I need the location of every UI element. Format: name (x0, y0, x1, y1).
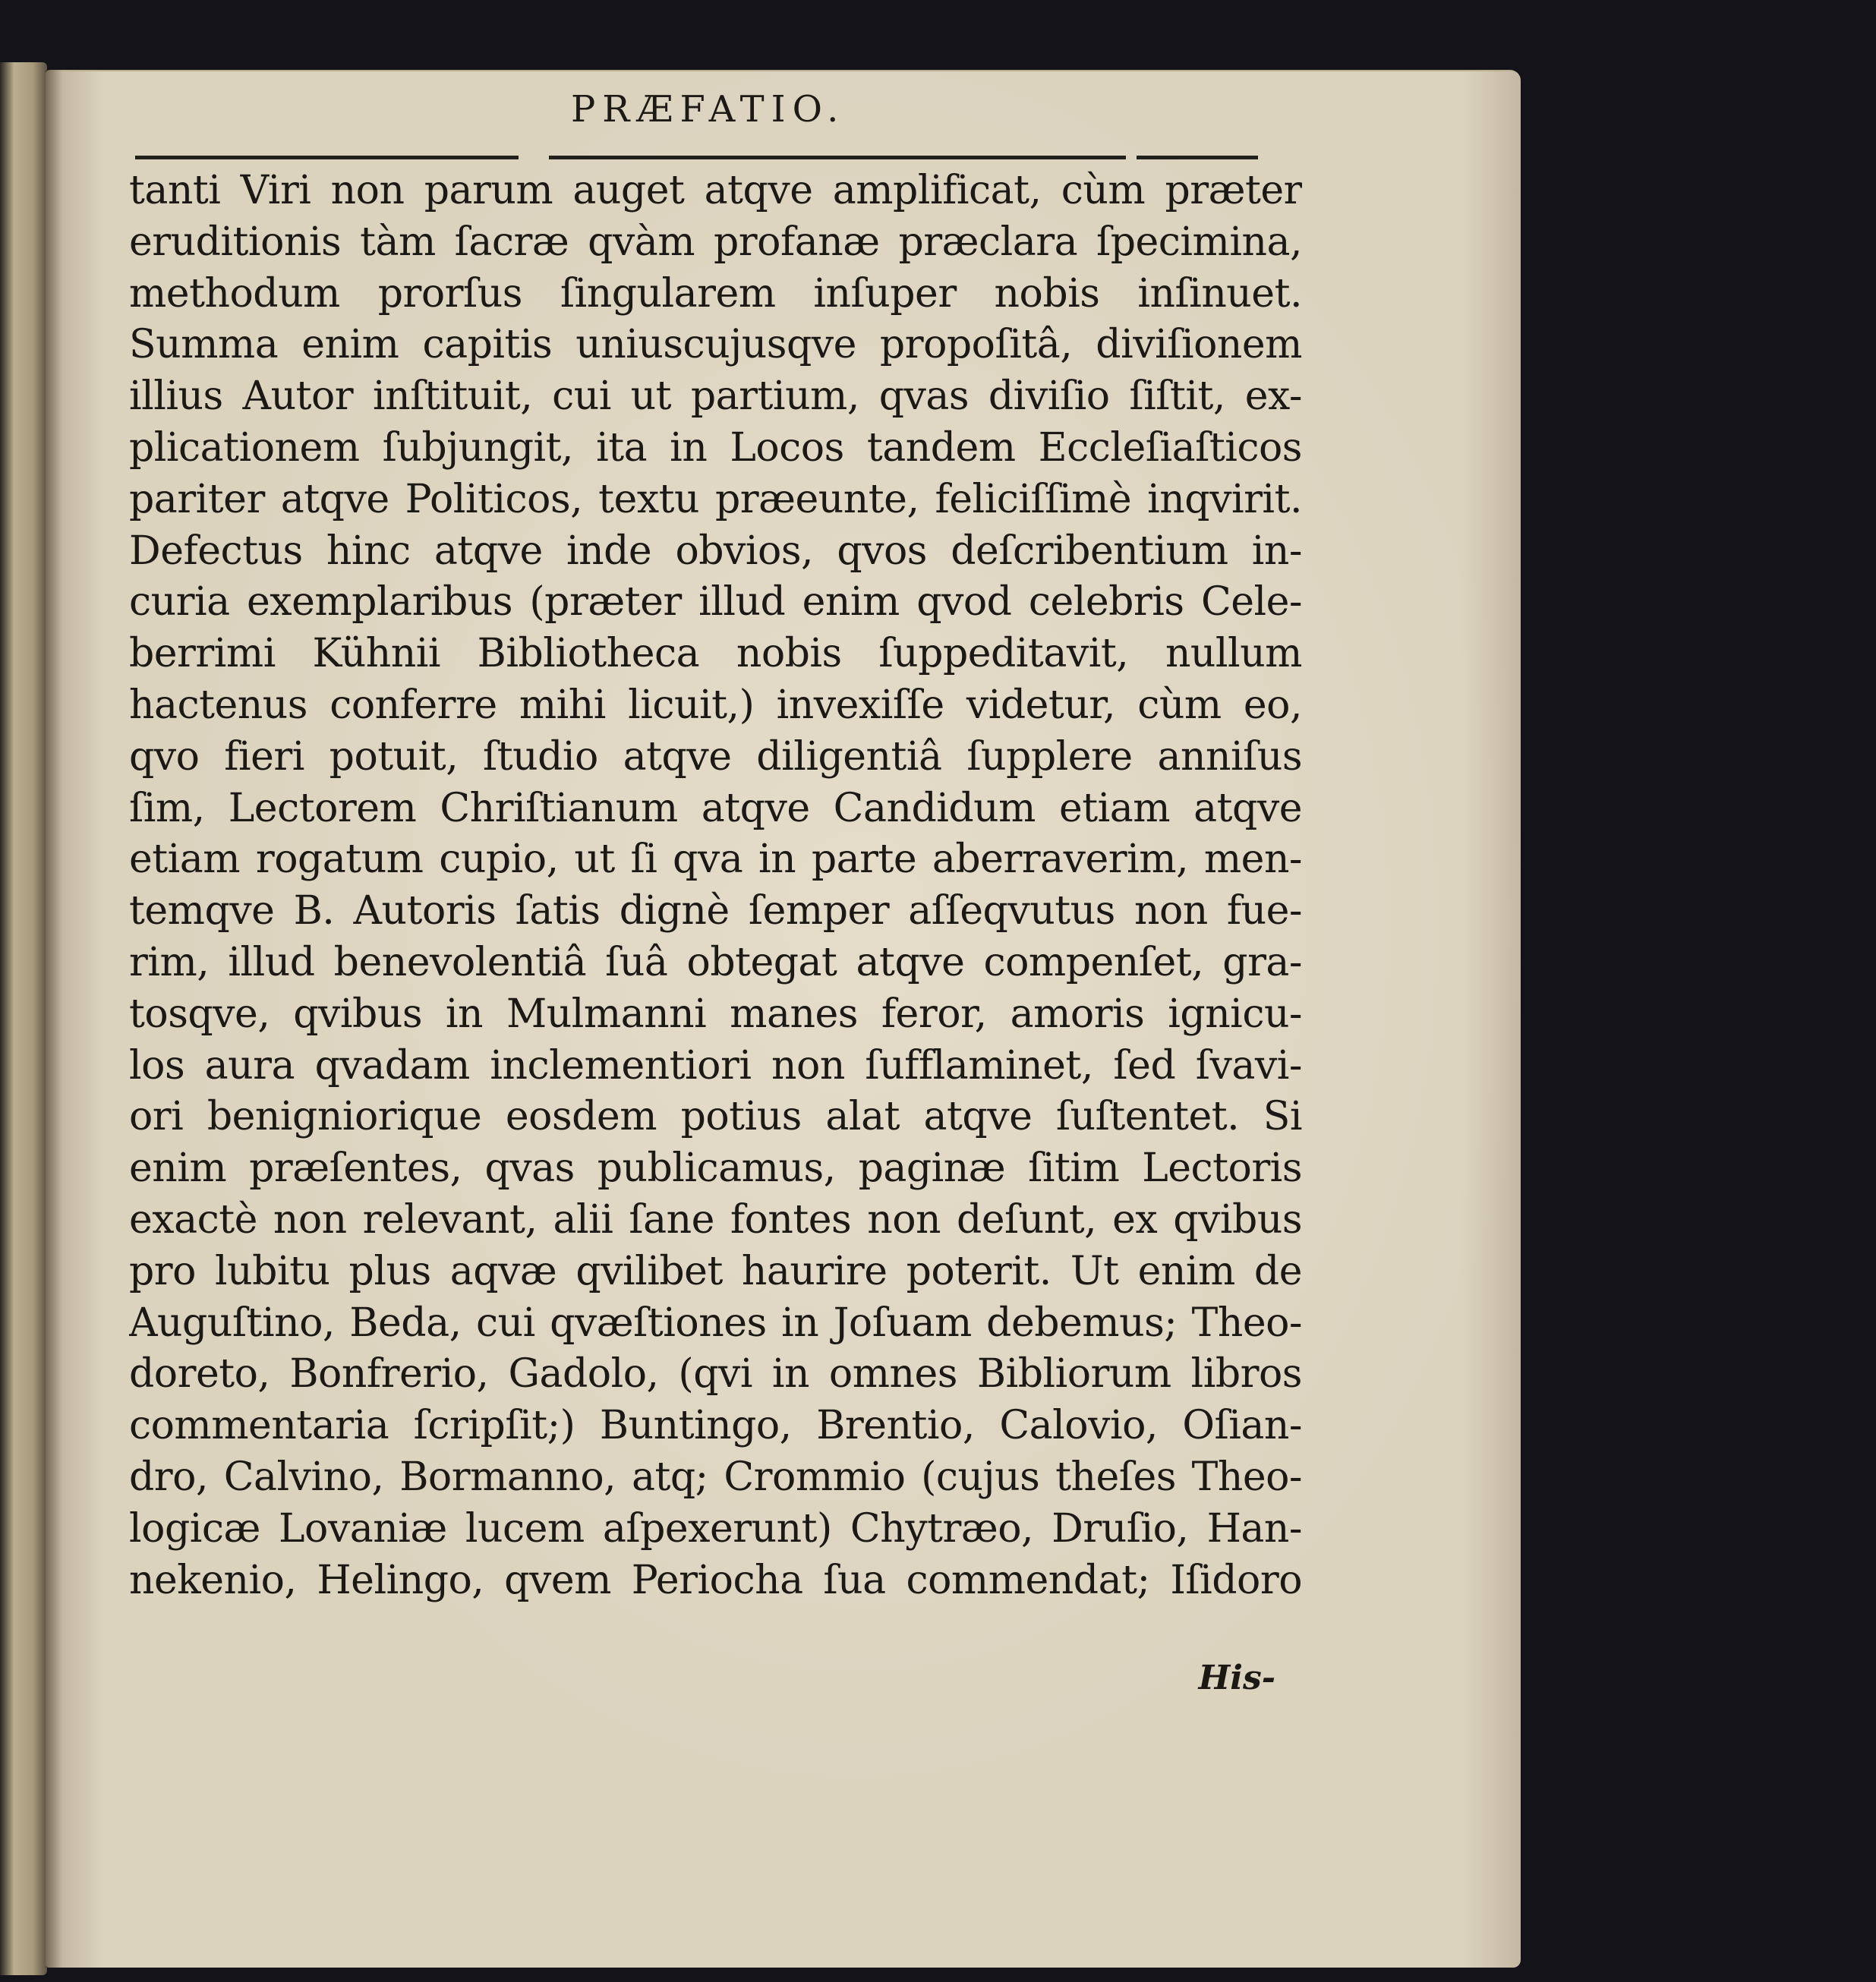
head-rule-middle (549, 156, 1126, 159)
text-line: hactenus conferre mihi licuit,) invexiſſe videtur, cùm eo, (129, 682, 1302, 728)
text-line: berrimi Kühnii Bibliotheca nobis ſuppeditavit, nullum (129, 631, 1302, 677)
text-line: tanti Viri non parum auget atqve amplificat, cùm præter (129, 168, 1302, 213)
text-line: Auguſtino, Beda, cui qvæſtiones in Joſuam debemus; Theo- (129, 1300, 1302, 1346)
text-line: ſim, Lectorem Chriſtianum atqve Candidum etiam atqve (129, 785, 1302, 831)
text-line: los aura qvadam inclementiori non ſufflaminet, ſed ſvavi- (129, 1042, 1302, 1089)
text-line: illius Autor inſtituit, cui ut partium, qvas diviſio ſiſtit, ex- (129, 373, 1302, 420)
text-line: Defectus hinc atqve inde obvios, qvos deſcribentium in- (129, 528, 1302, 574)
text-line: pariter atqve Politicos, textu præeunte, feliciſſimè inqvirit. (129, 476, 1302, 522)
text-line: curia exemplaribus (præter illud enim qvod celebris Cele- (129, 579, 1302, 625)
text-line: Summa enim capitis uniuscujusqve propoſitâ, diviſionem (129, 322, 1302, 368)
text-line: rim, illud benevolentiâ ſuâ obtegat atqve compenſet, gra- (129, 939, 1302, 985)
text-line: etiam rogatum cupio, ut ſi qva in parte aberraverim, men- (129, 837, 1302, 883)
text-line: nekenio, Helingo, qvem Periocha ſua commendat; Iſidoro (129, 1557, 1302, 1603)
text-line: plicationem ſubjungit, ita in Locos tandem Eccleſiaſticos (129, 424, 1302, 471)
running-head: PRÆFATIO. (571, 88, 846, 131)
catchword: His- (1198, 1659, 1275, 1697)
page-gutter-shadow (46, 70, 62, 1968)
body-text (129, 165, 1302, 1606)
previous-page-edge (0, 62, 47, 1975)
head-rule-left (135, 156, 519, 159)
text-line: eruditionis tàm ſacræ qvàm profanæ præclara ſpecimina, (129, 219, 1302, 265)
text-line: qvo fieri potuit, ſtudio atqve diligentiâ ſupplere anniſus (129, 733, 1302, 780)
text-line: temqve B. Autoris ſatis dignè ſemper aſſeqvutus non fue- (129, 888, 1302, 934)
text-line: logicæ Lovaniæ lucem aſpexerunt) Chytræo, Druſio, Han- (129, 1505, 1302, 1552)
text-line: exactè non relevant, alii ſane fontes non deſunt, ex qvibus (129, 1196, 1302, 1243)
text-line: ori benigniorique eosdem potius alat atqve ſuſtentet. Si (129, 1094, 1302, 1140)
text-line: commentaria ſcripſit;) Buntingo, Brentio, Calovio, Oſian- (129, 1403, 1302, 1449)
text-line: dro, Calvino, Bormanno, atq; Crommio (cujus theſes Theo- (129, 1454, 1302, 1500)
text-line: enim præſentes, qvas publicamus, paginæ ſitim Lectoris (129, 1145, 1302, 1192)
text-line: pro lubitu plus aqvæ qvilibet haurire poterit. Ut enim de (129, 1248, 1302, 1294)
text-line: doreto, Bonfrerio, Gadolo, (qvi in omnes Bibliorum libros (129, 1351, 1302, 1397)
head-rule-right (1137, 156, 1258, 159)
text-line: methodum prorſus ſingularem inſuper nobis inſinuet. (129, 270, 1302, 317)
text-line: tosqve, qvibus in Mulmanni manes feror, amoris ignicu- (129, 991, 1302, 1037)
